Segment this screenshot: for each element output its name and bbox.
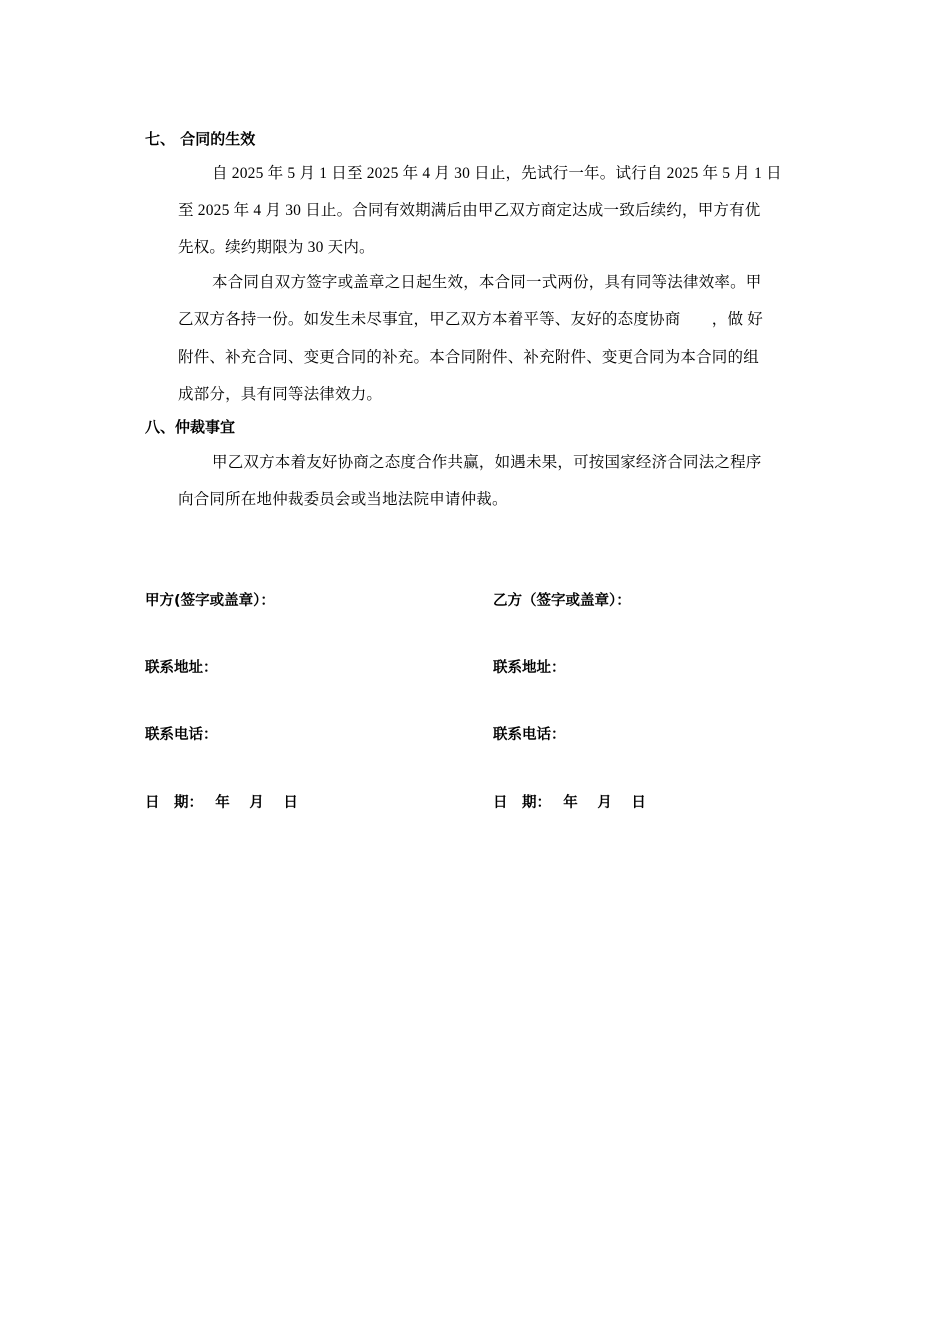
section-7-para-2-line-3: 附件、补充合同、变更合同的补充。本合同附件、补充附件、变更合同为本合同的组 bbox=[178, 349, 759, 366]
section-7-para-1-line-3: 先权。续约期限为 30 天内。 bbox=[178, 239, 375, 256]
party-b-phone-label: 联系电话： bbox=[493, 727, 566, 743]
party-a-sign-label: 甲方(签字或盖章）： bbox=[145, 593, 275, 609]
section-8-heading: 八、仲裁事宜 bbox=[145, 418, 236, 436]
section-7-para-2-line-2: 乙双方各持一份。如发生未尽事宜，甲乙双方本着平等、友好的态度协商 ，做 好 bbox=[178, 311, 763, 328]
section-7-para-1-line-1: 自 2025 年 5 月 1 日至 2025 年 4 月 30 日止，先试行一年。试行自 2025 年 5 月 1 日 bbox=[212, 165, 782, 182]
party-b-sign-label: 乙方（签字或盖章）： bbox=[493, 593, 631, 609]
section-8-para-1-line-1: 甲乙双方本着友好协商之态度合作共赢，如遇未果，可按国家经济合同法之程序 bbox=[212, 454, 762, 471]
party-b-address-label: 联系地址： bbox=[493, 660, 566, 676]
party-a-date-label: 日 期： 年 月 日 bbox=[145, 795, 298, 811]
section-7-para-2-line-4: 成部分，具有同等法律效力。 bbox=[178, 386, 383, 403]
section-7-para-1-line-2: 至 2025 年 4 月 30 日止。合同有效期满后由甲乙双方商定达成一致后续约，甲方有优 bbox=[178, 202, 761, 219]
party-a-address-label: 联系地址： bbox=[145, 660, 218, 676]
party-a-phone-label: 联系电话： bbox=[145, 727, 218, 743]
section-8-para-1-line-2: 向合同所在地仲裁委员会或当地法院申请仲裁。 bbox=[178, 491, 508, 508]
section-7-para-2-line-1: 本合同自双方签字或盖章之日起生效，本合同一式两份，具有同等法律效率。甲 bbox=[212, 274, 762, 291]
party-b-date-label: 日 期： 年 月 日 bbox=[493, 795, 646, 811]
section-7-heading: 七、 合同的生效 bbox=[145, 130, 256, 148]
